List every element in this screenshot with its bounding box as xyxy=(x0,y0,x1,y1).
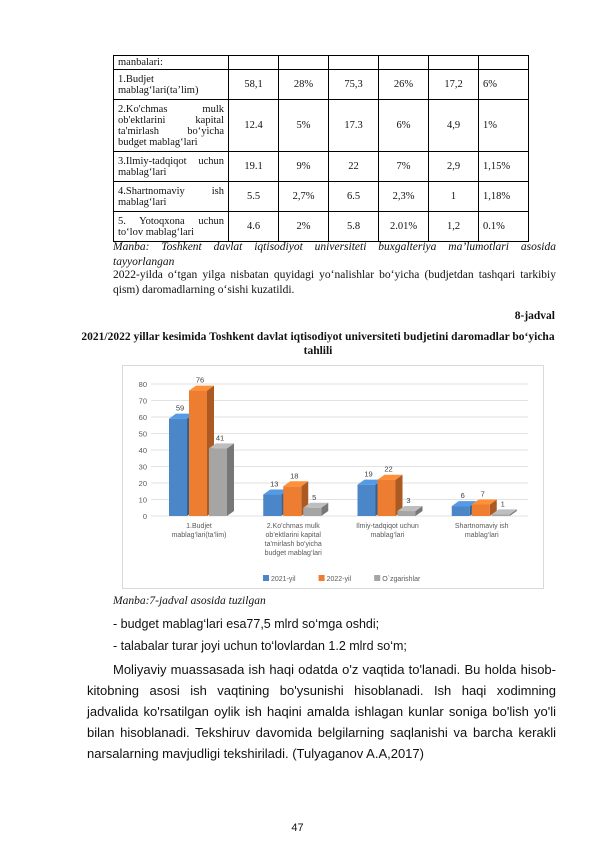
data-label: 59 xyxy=(175,403,185,413)
legend-swatch xyxy=(374,575,380,581)
x-tick-label: ob'ektlarini kapital xyxy=(265,532,321,539)
table-cell: manbalari: xyxy=(114,56,229,70)
y-tick-label: 50 xyxy=(138,429,147,439)
table-cell: 1,2 xyxy=(429,212,479,242)
legend-entry: 2021-yil xyxy=(271,576,296,583)
table-cell: 28% xyxy=(279,70,329,100)
table-row xyxy=(114,56,529,70)
intro-paragraph: 2022-yilda o‘tgan yilga nisbatan quyidagi yo‘nalishlar bo‘yicha (budjetdan tashqari tarkibiy qism) daromadlarning o‘sishi kuzatildi. xyxy=(113,269,556,296)
table-cell: 26% xyxy=(379,70,429,100)
bar xyxy=(378,480,396,516)
y-tick-label: 30 xyxy=(138,462,147,472)
table-row xyxy=(114,100,529,152)
page-number: 47 xyxy=(291,822,304,834)
bar xyxy=(169,419,187,516)
data-label: 3 xyxy=(406,496,411,506)
data-label: 1 xyxy=(500,499,505,509)
table-row xyxy=(114,70,529,100)
data-label: 76 xyxy=(195,375,205,385)
table-cell: 2,7% xyxy=(279,182,329,212)
chart-title: 2021/2022 yillar kesimida Toshkent davlat iqtisodiyot universiteti budjetini daromadlar bo‘yicha tahlili xyxy=(81,331,555,357)
table-cell: 4.6 xyxy=(229,212,279,242)
x-tick-label: ta'mirlash bo'yicha xyxy=(264,541,322,548)
y-tick-label: 70 xyxy=(138,396,147,406)
table-cell: 1.Budjet mablag‘lari(ta’lim) xyxy=(114,70,229,100)
legend-swatch xyxy=(263,575,269,581)
legend-entry: O`zgarishlar xyxy=(382,576,421,583)
data-label: 7 xyxy=(480,489,485,499)
table-cell: 17.3 xyxy=(329,100,379,152)
table-cell: 1,15% xyxy=(479,152,529,182)
table-cell: 58,1 xyxy=(229,70,279,100)
table-cell: 2.Ko'chmas mulk ob'ektlarini kapital ta'mirlash bo‘yicha budget mablag‘lari xyxy=(114,100,229,152)
data-label: 19 xyxy=(364,469,373,479)
table-cell: 6% xyxy=(379,100,429,152)
table-cell: 3.Ilmiy-tadqiqot uchun mablag‘lari xyxy=(114,152,229,182)
table-cell: 2.01% xyxy=(379,212,429,242)
bar xyxy=(452,506,470,516)
table-cell xyxy=(279,56,329,70)
income-table xyxy=(113,55,529,242)
table-cell: 19.1 xyxy=(229,152,279,182)
legend-swatch xyxy=(319,575,325,581)
bar xyxy=(472,504,490,516)
table-cell: 1,18% xyxy=(479,182,529,212)
table-cell: 4.Shartnomaviy ish mablag‘lari xyxy=(114,182,229,212)
y-tick-label: 20 xyxy=(138,479,147,488)
table-cell: 6.5 xyxy=(329,182,379,212)
y-tick-label: 40 xyxy=(138,446,147,455)
table-cell: 1% xyxy=(479,100,529,152)
table-cell xyxy=(379,56,429,70)
bar xyxy=(283,486,301,516)
x-tick-label: Shartnomaviy ish xyxy=(454,523,509,530)
data-label: 6 xyxy=(460,491,465,501)
table-cell: 4,9 xyxy=(429,100,479,152)
bar xyxy=(398,511,416,516)
table-row xyxy=(114,212,529,242)
table-cell: 1 xyxy=(429,182,479,212)
bar xyxy=(209,448,227,516)
table-cell xyxy=(329,56,379,70)
bar xyxy=(189,391,207,516)
bar xyxy=(492,514,510,516)
data-label: 13 xyxy=(270,479,279,489)
x-tick-label: mablag‘lari xyxy=(464,532,499,539)
y-tick-label: 60 xyxy=(138,413,147,422)
table-cell: 5% xyxy=(279,100,329,152)
data-label: 18 xyxy=(290,471,299,481)
table-cell: 75,3 xyxy=(329,70,379,100)
table-cell: 2% xyxy=(279,212,329,242)
x-tick-label: mablag‘lari xyxy=(370,532,405,539)
chart-container xyxy=(122,365,544,589)
table-source-note: Manba: Toshkent davlat iqtisodiyot universiteti buxgalteriya ma’lumotlari asosida tayyorlangan xyxy=(113,241,556,268)
table-cell xyxy=(429,56,479,70)
bullet-item: - talabalar turar joyi uchun to‘lovlardan 1.2 mlrd so‘m; xyxy=(113,639,407,653)
table-cell: 0.1% xyxy=(479,212,529,242)
chart-source-note: Manba:7-jadval asosida tuzilgan xyxy=(113,595,266,607)
bullet-item: - budget mablag‘lari esa77,5 mlrd so‘mga oshdi; xyxy=(113,617,380,631)
y-tick-label: 80 xyxy=(138,380,147,389)
x-tick-label: 1.Budjet xyxy=(186,523,212,530)
table-cell: 5.8 xyxy=(329,212,379,242)
table-cell: 5. Yotoqxona uchun to‘lov mablag‘lari xyxy=(114,212,229,242)
table-cell: 7% xyxy=(379,152,429,182)
table-label: 8-jadval xyxy=(514,310,555,322)
y-tick-label: 10 xyxy=(138,495,147,505)
table-cell: 17,2 xyxy=(429,70,479,100)
bar-chart xyxy=(123,366,543,588)
table-cell: 12.4 xyxy=(229,100,279,152)
data-label: 41 xyxy=(215,433,225,443)
table-row xyxy=(114,152,529,182)
bar xyxy=(263,495,281,516)
table-cell: 22 xyxy=(329,152,379,182)
table-cell: 9% xyxy=(279,152,329,182)
table-row xyxy=(114,182,529,212)
table-cell: 2,9 xyxy=(429,152,479,182)
legend-entry: 2022-yil xyxy=(326,576,352,583)
data-label: 22 xyxy=(384,464,393,474)
y-tick-label: 0 xyxy=(142,512,147,521)
table-cell xyxy=(229,56,279,70)
body-paragraph: Moliyaviy muassasada ish haqi odatda o'z vaqtida to'lanadi. Bu holda hisob-kitobning asosi ish vaqtining bo'ysunishi hisoblanadi. Ish haqi xodimning jadvalida ko'rsatilgan oylik ish haqini amalda ishlagan kunlar soniga bo'lish yo'li bilan hisoblanadi. Tekshiruv davomida belgilarning saqlanishi va barcha kerakli narsalarning mavjudligi tekshiriladi. (Tulyaganov A.A,2017) xyxy=(87,662,556,761)
bar-side xyxy=(227,443,234,516)
bar xyxy=(303,508,321,516)
table-cell: 6% xyxy=(479,70,529,100)
x-tick-label: Ilmiy-tadqiqot uchun xyxy=(356,523,419,530)
table-cell: 2,3% xyxy=(379,182,429,212)
x-tick-label: budget mablag‘lari xyxy=(264,550,322,557)
x-tick-label: mablag‘lari(ta’lim) xyxy=(171,532,227,539)
table-cell: 5.5 xyxy=(229,182,279,212)
table-cell xyxy=(479,56,529,70)
bar xyxy=(358,485,376,516)
data-label: 5 xyxy=(312,492,317,502)
x-tick-label: 2.Ko'chmas mulk xyxy=(266,523,320,530)
